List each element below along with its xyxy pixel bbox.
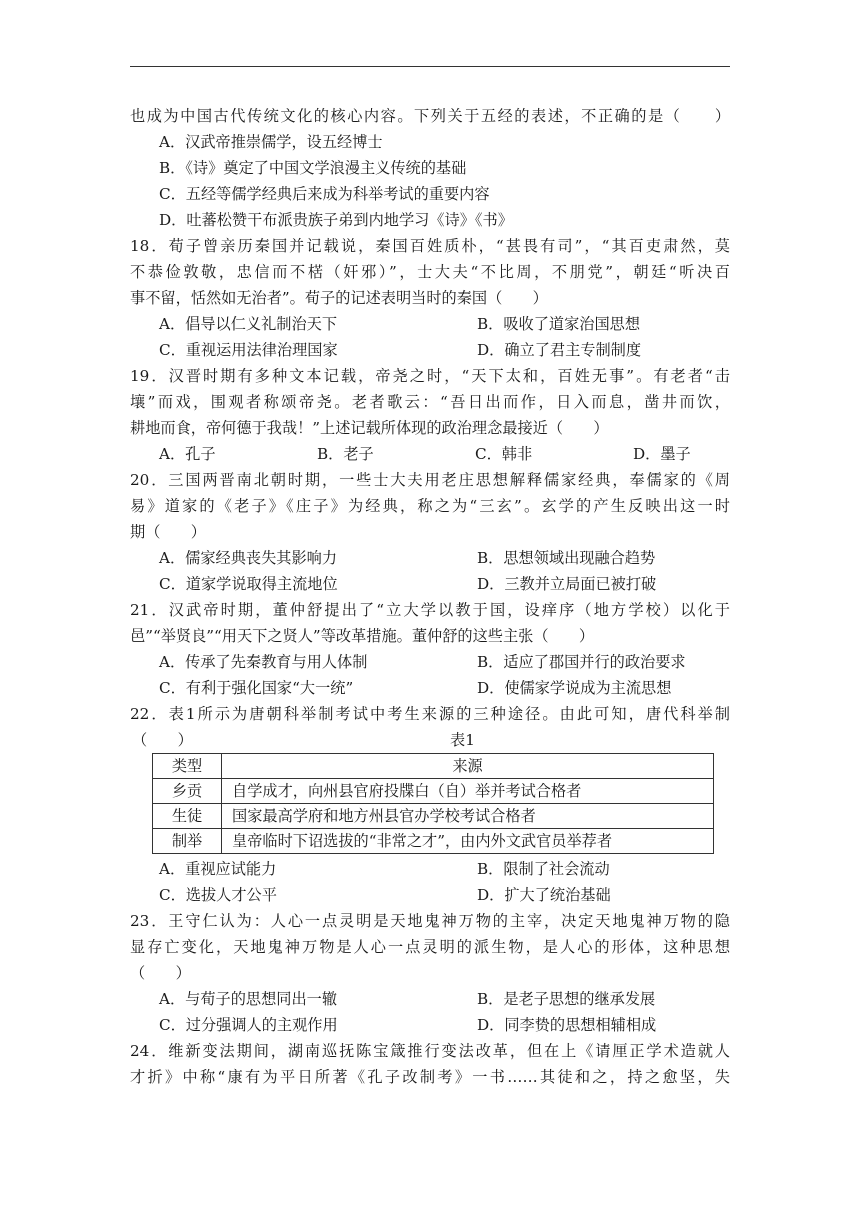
q21-line-1: 21．汉武帝时期，董仲舒提出了“立大学以教于国，设痒序（地方学校）以化于 <box>130 601 730 619</box>
q20-option-d: D．三教并立局面已被打破 <box>477 575 657 593</box>
q21-option-d: D．使儒家学说成为主流思想 <box>477 679 672 697</box>
q23-option-b: B．是老子思想的继承发展 <box>477 990 656 1008</box>
q19-line-3: 耕地而食，帝何德于我哉！”上述记载所体现的政治理念最接近（ ） <box>130 419 609 437</box>
q19-options-row <box>130 441 730 467</box>
q17-option-b: B．《诗》奠定了中国文学浪漫主义传统的基础 <box>159 159 467 177</box>
q22-caption-row <box>130 727 730 753</box>
q20-line-2: 易》道家的《老子》《庄子》为经典，称之为“三玄”。玄学的产生反映出这一时 <box>130 497 730 515</box>
table-row <box>153 779 714 804</box>
q23-line-2: 显存亡变化，天地鬼神万物是人心一点灵明的派生物，是人心的形体，这种思想 <box>130 938 730 956</box>
exam-page <box>130 103 730 1090</box>
q22-line-1: 22．表1所示为唐朝科举制考试中考生来源的三种途径。由此可知，唐代科举制 <box>130 705 730 723</box>
q22-option-d: D．扩大了统治基础 <box>477 886 611 904</box>
q17-option-c: C．五经等儒学经典后来成为科举考试的重要内容 <box>159 185 490 203</box>
header-rule <box>130 66 730 67</box>
q18-line-3: 事不留，恬然如无治者”。荀子的记述表明当时的秦国（ ） <box>130 289 548 307</box>
q22-option-c: C．选拔人才公平 <box>159 886 277 904</box>
source-table <box>152 753 714 854</box>
q23-line-1: 23．王守仁认为：人心一点灵明是天地鬼神万物的主宰，决定天地鬼神万物的隐 <box>130 912 730 930</box>
table-header-type: 类型 <box>153 754 222 779</box>
q19-line-2: 壤”而戏，围观者称颂帝尧。老者歌云：“吾日出而作，日入而息，凿井而饮， <box>130 393 730 411</box>
q19-option-a: A．孔子 <box>159 445 216 463</box>
q23-line-3: （ ） <box>130 964 191 982</box>
q20-option-b: B．思想领域出现融合趋势 <box>477 549 656 567</box>
q20-option-a: A．儒家经典丧失其影响力 <box>159 549 338 567</box>
table-caption: 表1 <box>450 731 475 749</box>
q24-line-2: 才折》中称“康有为平日所著《孔子改制考》一书……其徒和之，持之愈坚，失 <box>130 1068 730 1086</box>
q20-options-row-1 <box>130 545 730 571</box>
q18-option-a: A．倡导以仁义礼制治天下 <box>159 315 338 333</box>
q23-option-c: C．过分强调人的主观作用 <box>159 1016 338 1034</box>
q20-options-row-2 <box>130 571 730 597</box>
q17-option-a: A．汉武帝推崇儒学，设五经博士 <box>159 133 383 151</box>
table-cell-source: 自学成才，向州县官府投牒白（自）举并考试合格者 <box>222 779 714 804</box>
table-header-source: 来源 <box>222 754 714 779</box>
q22-options-row-1 <box>130 856 730 882</box>
q22-option-b: B．限制了社会流动 <box>477 860 610 878</box>
table-cell-source: 国家最高学府和地方州县官办学校考试合格者 <box>222 804 714 829</box>
table-cell-type: 制举 <box>153 829 222 854</box>
q18-line-1: 18．荀子曾亲历秦国并记载说，秦国百姓质朴，“甚畏有司”，“其百吏肃然，莫 <box>130 237 730 255</box>
q20-option-c: C．道家学说取得主流地位 <box>159 575 338 593</box>
q19-option-c: C．韩非 <box>475 445 533 463</box>
q21-options-row-1 <box>130 649 730 675</box>
q17-option-d: D．吐蕃松赞干布派贵族子弟到内地学习《诗》《书》 <box>159 211 513 229</box>
q21-line-2: 邑”“举贤良”“用天下之贤人”等改革措施。董仲舒的这些主张（ ） <box>130 627 595 645</box>
q18-options-row-1 <box>130 311 730 337</box>
q22-option-a: A．重视应试能力 <box>159 860 277 878</box>
q19-option-d: D．墨子 <box>633 445 691 463</box>
table-row <box>153 829 714 854</box>
q21-option-b: B．适应了郡国并行的政治要求 <box>477 653 686 671</box>
q17-stem-tail: 也成为中国古代传统文化的核心内容。下列关于五经的表述，不正确的是（ ） <box>130 107 730 125</box>
q20-line-1: 20．三国两晋南北朝时期，一些士大夫用老庄思想解释儒家经典，奉儒家的《周 <box>130 471 730 489</box>
q20-line-3: 期（ ） <box>130 523 206 541</box>
q18-line-2: 不恭俭敦敬，忠信而不楛（奸邪）”，士大夫“不比周，不朋党”，朝廷“听决百 <box>130 263 730 281</box>
q21-option-a: A．传承了先秦教育与用人体制 <box>159 653 368 671</box>
q22-options-row-2 <box>130 882 730 908</box>
q18-option-c: C．重视运用法律治理国家 <box>159 341 338 359</box>
q23-option-d: D．同李贽的思想相辅相成 <box>477 1016 657 1034</box>
q18-options-row-2 <box>130 337 730 363</box>
q24-line-1: 24．维新变法期间，湖南巡抚陈宝箴推行变法改革，但在上《请厘正学术造就人 <box>130 1042 730 1060</box>
table-cell-type: 乡贡 <box>153 779 222 804</box>
q21-option-c: C．有利于强化国家“大一统” <box>159 679 354 697</box>
table-cell-source: 皇帝临时下诏选拔的“非常之才”，由内外文武官员举荐者 <box>222 829 714 854</box>
q19-option-b: B．老子 <box>317 445 374 463</box>
table-cell-type: 生徒 <box>153 804 222 829</box>
q18-option-d: D．确立了君主专制制度 <box>477 341 642 359</box>
table-row <box>153 804 714 829</box>
q22-answer-paren: （ ） <box>132 731 193 749</box>
q21-options-row-2 <box>130 675 730 701</box>
q18-option-b: B．吸收了道家治国思想 <box>477 315 641 333</box>
table-header-row <box>153 754 714 779</box>
q19-line-1: 19．汉晋时期有多种文本记载，帝尧之时，“天下太和，百姓无事”。有老者“击 <box>130 367 730 385</box>
q23-option-a: A．与荀子的思想同出一辙 <box>159 990 338 1008</box>
q23-options-row-2 <box>130 1012 730 1038</box>
q23-options-row-1 <box>130 986 730 1012</box>
